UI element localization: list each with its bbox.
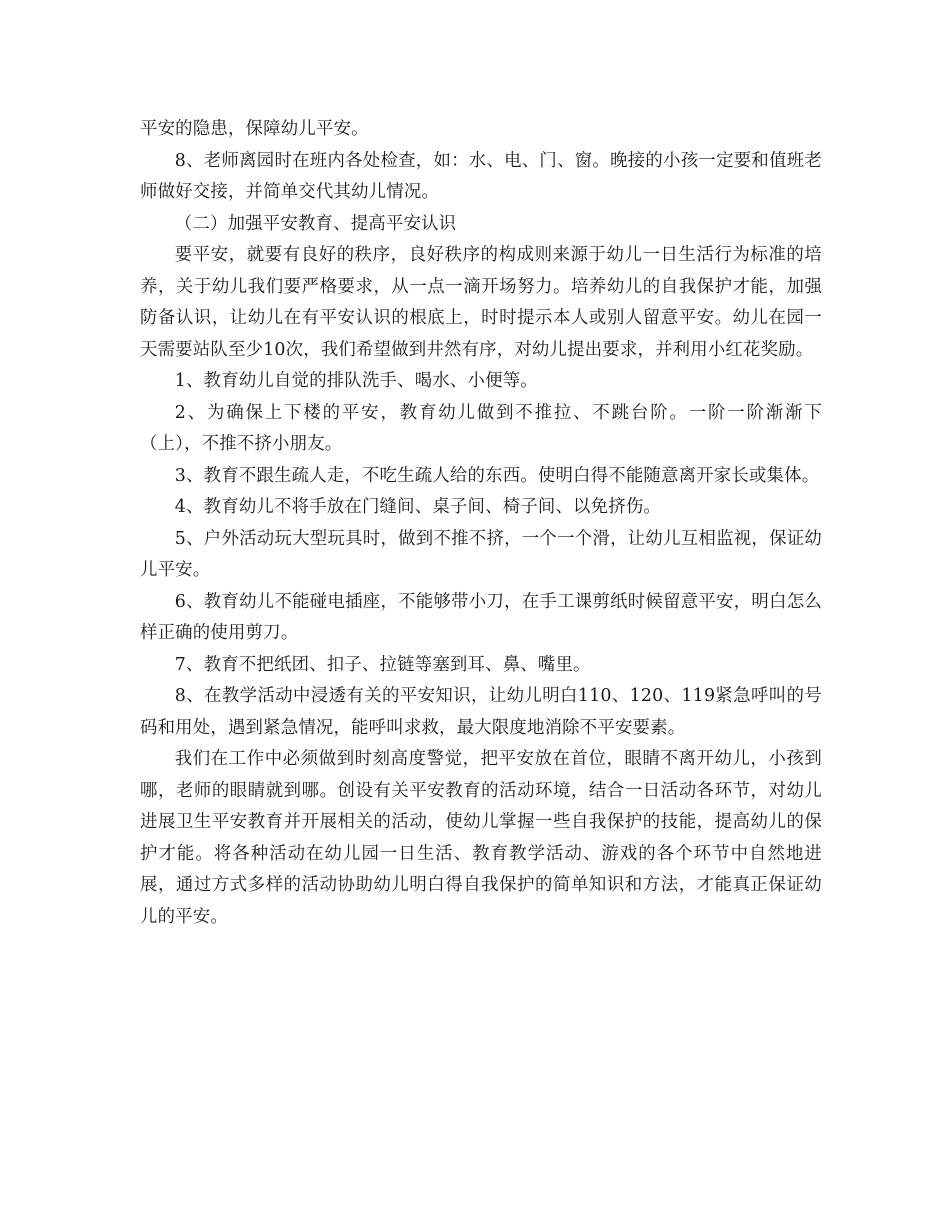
list-item-2: 2、为确保上下楼的平安，教育幼儿做到不推拉、不跳台阶。一阶一阶渐渐下（上），不推不挤小朋友。 (140, 402, 822, 454)
paragraph-item-8-teacher-check: 8、老师离园时在班内各处检查，如：水、电、门、窗。晚接的小孩一定要和值班老师做好交接，并简单交代其幼儿情况。 (140, 150, 822, 202)
list-item-3: 3、教育不跟生疏人走，不吃生疏人给的东西。使明白得不能随意离开家长或集体。 (174, 465, 820, 486)
paragraph-continuation: 平安的隐患，保障幼儿平安。 (140, 119, 369, 139)
list-item-1: 1、教育幼儿自觉的排队洗手、喝水、小便等。 (174, 371, 538, 391)
paragraph-order-intro: 要平安，就要有良好的秩序，良好秩序的构成则来源于幼儿一日生活行为标准的培养，关于幼儿我们要严格要求，从一点一滴开场努力。培养幼儿的自我保护才能，加强防备认识，让幼儿在有平安认识的根底上，时时提示本人或别人留意平安。幼儿在园一天需要站队至少10次，我们希望做到井然有序，对幼儿提出要求，并利用小红花奖励。 (140, 245, 822, 360)
list-item-5: 5、户外活动玩大型玩具时，做到不推不挤，一个一个滑，让幼儿互相监视，保证幼儿平安。 (140, 528, 822, 580)
document-page (140, 114, 822, 933)
list-item-7: 7、教育不把纸团、扣子、拉链等塞到耳、鼻、嘴里。 (174, 654, 591, 675)
section-heading-safety-education: （二）加强平安教育、提高平安认识 (174, 213, 457, 234)
paragraph-conclusion: 我们在工作中必须做到时刻高度警觉，把平安放在首位，眼睛不离开幼儿，小孩到哪，老师的眼睛就到哪。创设有关平安教育的活动环境，结合一日活动各环节，对幼儿进展卫生平安教育并开展相关的活动，使幼儿掌握一些自我保护的技能，提高幼儿的保护才能。将各种活动在幼儿园一日生活、教育教学活动、游戏的各个环节中自然地进展，通过方式多样的活动协助幼儿明白得自我保护的简单知识和方法，才能真正保证幼儿的平安。 (140, 749, 822, 927)
list-item-4: 4、教育幼儿不将手放在门缝间、桌子间、椅子间、以免挤伤。 (174, 497, 662, 517)
list-item-8: 8、在教学活动中浸透有关的平安知识，让幼儿明白110、120、119紧急呼叫的号码和用处，遇到紧急情况，能呼叫求救，最大限度地消除不平安要素。 (140, 686, 822, 738)
list-item-6: 6、教育幼儿不能碰电插座，不能够带小刀，在手工课剪纸时候留意平安，明白怎么样正确的使用剪刀。 (140, 591, 822, 643)
